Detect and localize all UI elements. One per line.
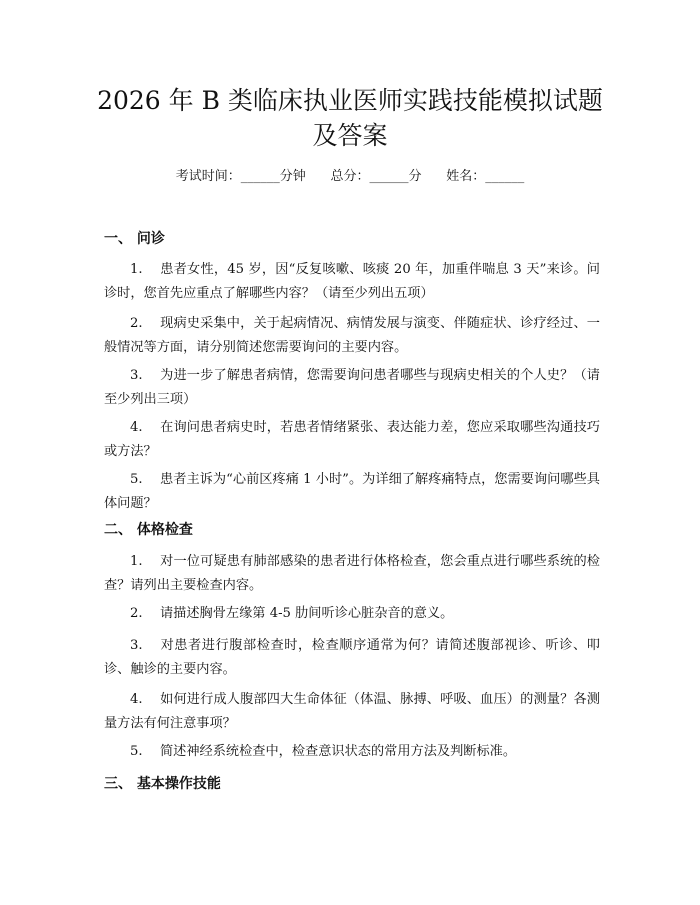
question-item: [104, 258, 600, 306]
question-item: [104, 468, 600, 516]
question-item: [104, 688, 600, 736]
question-number: 1.: [130, 262, 143, 277]
section-heading-physical-exam: 二、 体格检查: [104, 522, 193, 538]
question-number: 5.: [130, 744, 143, 759]
question-item: [104, 634, 600, 682]
question-text: 在询问患者病史时，若患者情绪紧张、表达能力差，您应采取哪些沟通技巧或方法？: [104, 420, 600, 459]
question-text: 患者女性，45 岁，因“反复咳嗽、咳痰 20 年，加重伴喘息 3 天”来诊。问诊时，您首先应重点了解哪些内容？（请至少列出五项）: [104, 262, 600, 301]
question-text: 患者主诉为“心前区疼痛 1 小时”。为详细了解疼痛特点，您需要询问哪些具体问题？: [104, 472, 600, 511]
question-text: 如何进行成人腹部四大生命体征（体温、脉搏、呼吸、血压）的测量？各测量方法有何注意事项？: [104, 692, 600, 731]
document-title-line-1: 2026 年 B 类临床执业医师实践技能模拟试题: [97, 86, 603, 115]
question-text: 简述神经系统检查中，检查意识状态的常用方法及判断标准。: [160, 744, 517, 759]
question-item: [104, 312, 600, 360]
question-item: [104, 550, 600, 598]
question-number: 3.: [130, 638, 143, 653]
section-heading-inquiry: 一、 问诊: [104, 231, 165, 247]
question-item: [104, 740, 600, 764]
question-text: 为进一步了解患者病情，您需要询问患者哪些与现病史相关的个人史？（请至少列出三项）: [104, 368, 600, 407]
question-item: [104, 416, 600, 464]
question-item: [104, 364, 600, 412]
question-number: 3.: [130, 368, 143, 383]
question-text: 对一位可疑患有肺部感染的患者进行体格检查，您会重点进行哪些系统的检查？请列出主要检查内容。: [104, 554, 600, 593]
document-title-line-2: 及答案: [312, 121, 388, 150]
section-heading-basic-skills: 三、 基本操作技能: [104, 776, 221, 792]
question-item: [104, 602, 600, 626]
question-text: 现病史采集中，关于起病情况、病情发展与演变、伴随症状、诊疗经过、一般情况等方面，请分别简述您需要询问的主要内容。: [104, 316, 600, 355]
question-number: 2.: [130, 316, 143, 331]
question-number: 5.: [130, 472, 143, 487]
question-number: 2.: [130, 606, 143, 621]
question-text: 请描述胸骨左缘第 4-5 肋间听诊心脏杂音的意义。: [160, 606, 454, 621]
question-number: 4.: [130, 692, 143, 707]
question-number: 1.: [130, 554, 143, 569]
question-number: 4.: [130, 420, 143, 435]
question-text: 对患者进行腹部检查时，检查顺序通常为何？请简述腹部视诊、听诊、叩诊、触诊的主要内容。: [104, 638, 600, 677]
exam-info-line: 考试时间：______分钟 总分：______分 姓名：______: [175, 169, 525, 184]
